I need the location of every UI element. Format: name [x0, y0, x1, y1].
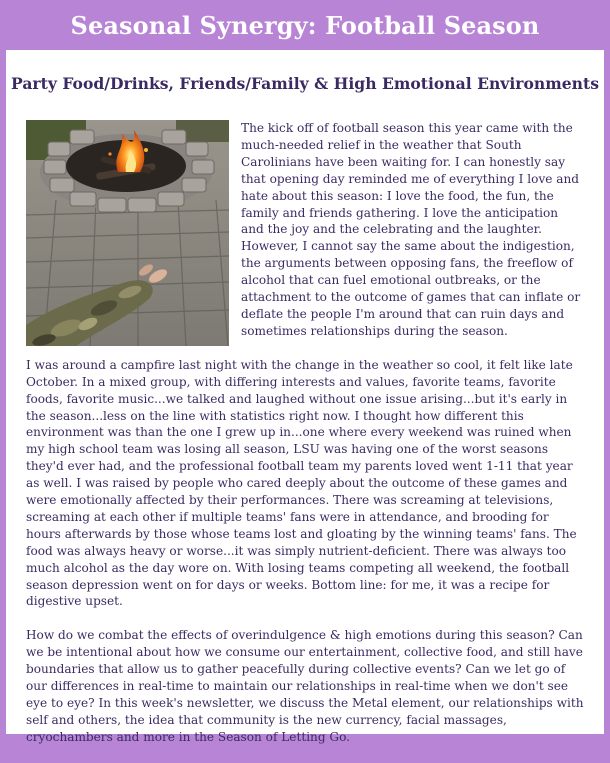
article-body: [26, 120, 584, 763]
campfire-photo: [26, 120, 229, 346]
article-paragraph: I was around a campfire last night with the change in the weather so cool, it felt like late October. In a mixed group, with differing interests and values, favorite teams, favorite foods, favorite music...we talked and laughed without one issue arising...but it's early in the season...less on the line with statistics right now. I thought how different this environment was than the one I grew up in...one where every weekend was ruined when my high school team was losing all season, LSU was having one of the worst seasons they'd ever had, and the professional football team my parents loved went 1-11 that year as well. I was raised by people who cared deeply about the outcome of these games and were emotionally affected by their performances. There was screaming at televisions, screaming at each other if multiple teams' fans were in attendance, and brooding for hours afterwards by those whose teams lost and gloating by the winning teams' fans. The food was always heavy or worse...it was simply nutrient-deficient. There was always too much alcohol as the day wore on. With losing teams competing all weekend, the football season depression went on for days or weeks. Bottom line: for me, it was a recipe for digestive upset.: [26, 357, 577, 609]
article-subtitle: Party Food/Drinks, Friends/Family & High Emotional Environments: [11, 74, 599, 93]
header-title: Seasonal Synergy: Football Season: [70, 10, 540, 40]
article-paragraph: The kick off of football season this year came with the much-needed relief in the weather that South Carolinians have been waiting for. I can honestly say that opening day reminded me of everything I love and hate about this season: I love the food, the fun, the family and friends gathering. I love the anticipation and the joy and the celebrating and the laughter. However, I cannot say the same about the indigestion, the arguments between opposing fans, the freeflow of alcohol that can fuel emotional outbreaks, or the attachment to the outcome of games that can inflate or deflate the people I'm around that can ruin days and sometimes relationships during the season.: [241, 121, 581, 338]
article-card: [6, 50, 604, 744]
article-paragraph: How do we combat the effects of overindulgence & high emotions during this season? Can we be intentional about how we consume our entertainment, collective food, and still have boundaries that allow us to gather peacefully during collective events? Can we let go of our differences in real-time to maintain our relationships in real-time when we don't see eye to eye? In this week's newsletter, we discuss the Metal element, our relationships with self and others, the idea that community is the new currency, facial massages, cryochambers and more in the Season of Letting Go.: [26, 628, 584, 744]
newsletter-header: [0, 0, 610, 50]
